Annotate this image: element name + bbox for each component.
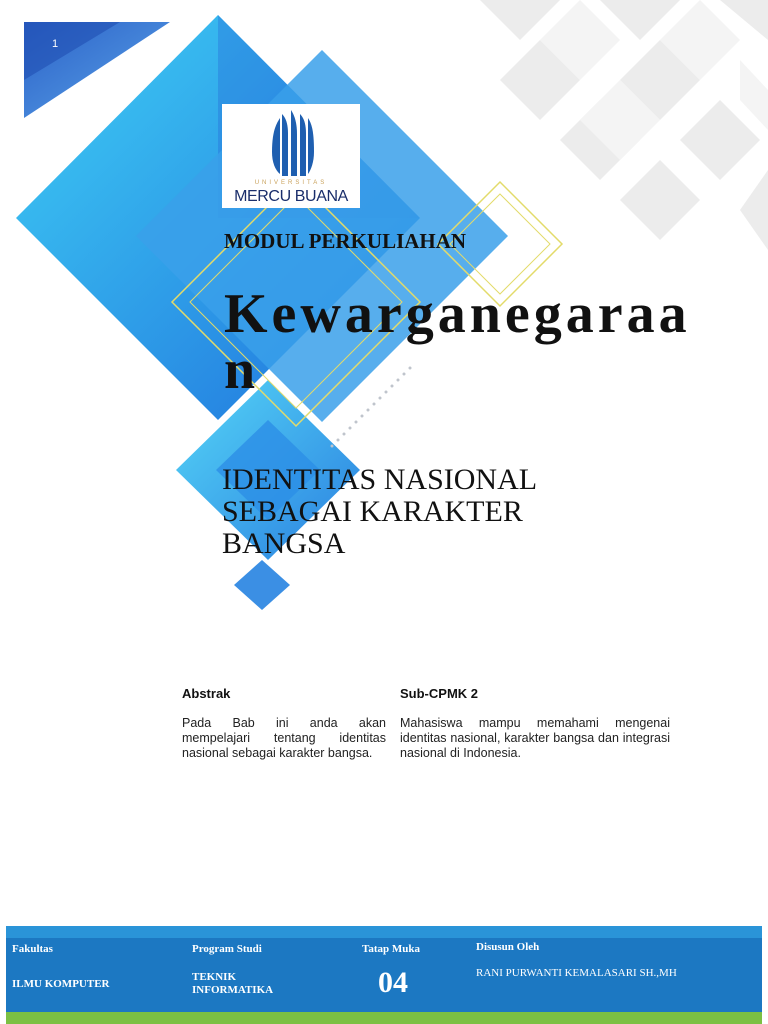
subcpmk-heading: Sub-CPMK 2 bbox=[400, 686, 478, 701]
author-label: Disusun Oleh bbox=[476, 941, 540, 953]
abstract-body: Pada Bab ini anda akan mempelajari tentang identitas nasional sebagai karakter bangsa. bbox=[182, 716, 386, 760]
footer-top-strip bbox=[6, 926, 762, 938]
footer-info-bar bbox=[6, 926, 762, 1024]
logo-university-label: UNIVERSITAS bbox=[254, 180, 328, 186]
abstract-section bbox=[182, 686, 386, 761]
subcpmk-body: Mahasiswa mampu memahami mengenai identitas nasional, karakter bangsa dan integrasi nasional di Indonesia. bbox=[400, 716, 670, 760]
author-name: RANI PURWANTI KEMALASARI SH.,MH bbox=[476, 967, 677, 979]
program-value-line1: TEKNIK bbox=[192, 971, 237, 983]
logo-emblem-icon bbox=[222, 104, 360, 180]
program-label: Program Studi bbox=[192, 943, 262, 955]
course-title: Kewarganegaraan bbox=[224, 283, 691, 401]
module-label: MODUL PERKULIAHAN bbox=[224, 229, 467, 253]
topic-title: IDENTITAS NASIONAL SEBAGAI KARAKTER BANGSA bbox=[222, 463, 536, 560]
logo-university-name: MERCU BUANA bbox=[234, 188, 348, 205]
meeting-label: Tatap Muka bbox=[362, 943, 420, 955]
footer-bottom-strip bbox=[6, 1012, 762, 1024]
abstract-heading: Abstrak bbox=[182, 686, 231, 701]
meeting-number: 04 bbox=[378, 966, 408, 999]
page-number: 1 bbox=[52, 38, 59, 50]
university-logo bbox=[222, 104, 360, 208]
faculty-label: Fakultas bbox=[12, 943, 53, 955]
faculty-value: ILMU KOMPUTER bbox=[12, 978, 110, 990]
subcpmk-section bbox=[400, 686, 670, 761]
program-value-line2: INFORMATIKA bbox=[192, 984, 274, 996]
